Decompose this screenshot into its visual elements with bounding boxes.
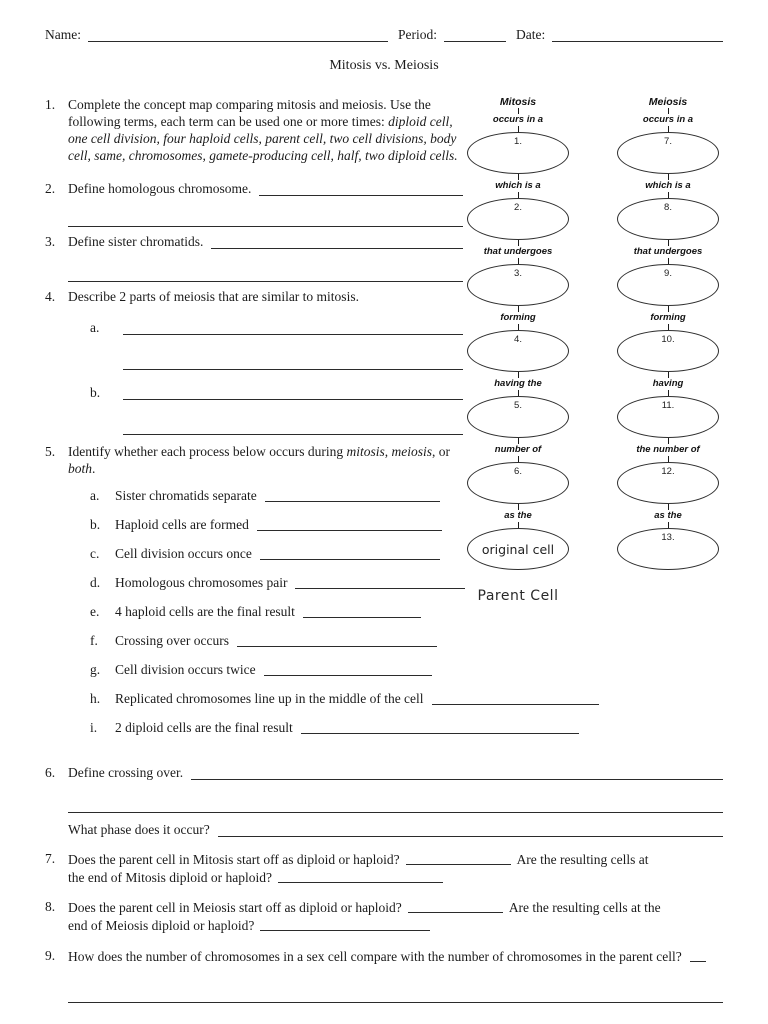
question-text-cont: Are the resulting cells at (516, 852, 649, 867)
connector-label: that undergoes (483, 246, 553, 257)
item-text: Cell division occurs twice (115, 662, 256, 677)
answer-blank-q5a[interactable] (265, 488, 440, 502)
question-number: 2. (45, 181, 56, 196)
concept-node-8[interactable]: 8. (617, 198, 719, 240)
header-row (45, 26, 723, 43)
question-text: Define sister chromatids. (68, 234, 204, 249)
q4-item-a (90, 319, 463, 336)
question-text-cont: the end of Mitosis diploid or haploid? (68, 870, 272, 885)
connector-label: having (652, 378, 684, 389)
item-letter: d. (90, 575, 101, 590)
question-text: Define homologous chromosome. (68, 181, 252, 196)
concept-node-original-cell[interactable]: original cell (467, 528, 569, 570)
q4-item-b-line2 (90, 419, 463, 435)
item-letter: i. (90, 720, 98, 735)
item-letter: e. (90, 604, 100, 619)
connector-label: as the (654, 510, 682, 521)
q5-item-h (90, 690, 723, 707)
concept-node-12[interactable]: 12. (617, 462, 719, 504)
item-letter: b. (90, 517, 101, 532)
question-text-cont: end of Meiosis diploid or haploid? (68, 918, 255, 933)
question-number: 4. (45, 289, 56, 304)
item-text: Crossing over occurs (115, 633, 229, 648)
answer-blank-q5b[interactable] (257, 517, 442, 531)
name-blank[interactable] (88, 27, 388, 42)
item-text: Sister chromatids separate (115, 488, 257, 503)
answer-blank-q6-2[interactable] (68, 797, 723, 813)
mitosis-column (466, 96, 570, 604)
answer-blank-q5e[interactable] (303, 604, 421, 618)
question-9 (45, 947, 723, 1003)
page-title: Mitosis vs. Meiosis (329, 58, 439, 73)
question-number: 9. (45, 948, 56, 963)
q6-followup-text: What phase does it occur? (68, 822, 210, 837)
q4-item-b (90, 384, 463, 401)
answer-blank-q4b-2[interactable] (123, 419, 463, 435)
connector-label: that undergoes (633, 246, 703, 257)
connector-label: having the (494, 378, 542, 389)
connector-label: which is a (495, 180, 541, 191)
connector-label: the number of (636, 444, 700, 455)
item-text: Homologous chromosomes pair (115, 575, 288, 590)
question-number: 6. (45, 765, 56, 780)
question-8 (45, 898, 723, 934)
period-blank[interactable] (444, 27, 506, 42)
connector-label: as the (504, 510, 532, 521)
map-title-meiosis: Meiosis (648, 96, 688, 108)
meiosis-column (616, 96, 720, 570)
parent-cell-caption: Parent Cell (477, 588, 559, 604)
date-label: Date: (516, 27, 546, 42)
q5-item-d (90, 574, 723, 591)
answer-blank-q4a-2[interactable] (123, 354, 463, 370)
answer-blank-q2-2[interactable] (68, 211, 463, 227)
answer-blank-q9-1[interactable] (690, 948, 706, 962)
question-7 (45, 850, 723, 886)
concept-node-3[interactable]: 3. (467, 264, 569, 306)
item-letter: g. (90, 662, 101, 677)
q5-item-f (90, 632, 723, 649)
item-letter: h. (90, 691, 101, 706)
answer-blank-q6-1[interactable] (191, 764, 723, 780)
answer-blank-q3-2[interactable] (68, 266, 463, 282)
answer-blank-q5c[interactable] (260, 546, 440, 560)
map-title-mitosis: Mitosis (499, 96, 537, 108)
item-letter: a. (90, 488, 100, 503)
question-6 (45, 764, 723, 838)
item-letter: c. (90, 546, 100, 561)
question-text: Describe 2 parts of meiosis that are similar to mitosis. (68, 289, 359, 304)
answer-blank-q3-1[interactable] (211, 233, 463, 249)
item-text: Replicated chromosomes line up in the middle of the cell (115, 691, 424, 706)
answer-blank-q4a-1[interactable] (123, 319, 463, 335)
concept-node-2[interactable]: 2. (467, 198, 569, 240)
question-number: 3. (45, 234, 56, 249)
question-text: How does the number of chromosomes in a sex cell compare with the number of chromosomes in the parent cell? (68, 949, 682, 964)
concept-node-5[interactable]: 5. (467, 396, 569, 438)
answer-blank-q9-2[interactable] (68, 987, 723, 1003)
connector-label: which is a (645, 180, 691, 191)
item-letter: f. (90, 633, 98, 648)
connector-label: forming (650, 312, 686, 323)
q5-item-g (90, 661, 723, 678)
item-text: Cell division occurs once (115, 546, 252, 561)
concept-node-9[interactable]: 9. (617, 264, 719, 306)
question-text: Does the parent cell in Mitosis start off as diploid or haploid? (68, 852, 400, 867)
connector-label: forming (500, 312, 536, 323)
answer-blank-q8-2[interactable] (260, 917, 430, 931)
item-letter: a. (90, 320, 100, 335)
item-letter: b. (90, 385, 101, 400)
answer-blank-q7-1[interactable] (406, 851, 511, 865)
question-text: Identify whether each process below occurs during mitosis, meiosis, or both. (68, 444, 451, 476)
concept-node-6[interactable]: 6. (467, 462, 569, 504)
answer-blank-q7-2[interactable] (278, 869, 443, 883)
item-text: 4 haploid cells are the final result (115, 604, 295, 619)
answer-blank-q5f[interactable] (237, 633, 437, 647)
connector-label: occurs in a (492, 114, 544, 125)
question-number: 1. (45, 97, 56, 112)
question-text-cont: Are the resulting cells at the (508, 900, 661, 915)
answer-blank-q5h[interactable] (432, 691, 599, 705)
answer-blank-q2-1[interactable] (259, 180, 463, 196)
question-number: 7. (45, 851, 56, 866)
question-text: Does the parent cell in Meiosis start off as diploid or haploid? (68, 900, 402, 915)
period-label: Period: (398, 27, 437, 42)
answer-blank-q8-1[interactable] (408, 899, 503, 913)
concept-node-1[interactable]: 1. (467, 132, 569, 174)
answer-blank-q5g[interactable] (264, 662, 432, 676)
name-label: Name: (45, 27, 81, 42)
q5-item-i (90, 719, 723, 736)
concept-node-7[interactable]: 7. (617, 132, 719, 174)
item-text: Haploid cells are formed (115, 517, 249, 532)
q1-lead: Complete the concept map comparing mitosis and meiosis. Use the following terms, each term can be used one or more times: (68, 97, 431, 129)
q4-item-a-line2 (90, 354, 463, 370)
q5-item-e (90, 603, 723, 620)
concept-node-11[interactable]: 11. (617, 396, 719, 438)
concept-node-4[interactable]: 4. (467, 330, 569, 372)
answer-blank-q5d[interactable] (295, 575, 465, 589)
q1-term-list: diploid cell, one cell division, four haploid cells, parent cell, two cell divisions, body cell, same, chromosomes, gamete-producing cell, half, two diploid cells. (68, 114, 458, 163)
question-text (68, 96, 463, 164)
connector-label: occurs in a (642, 114, 694, 125)
question-number: 5. (45, 444, 56, 459)
answer-blank-q4b-1[interactable] (123, 384, 463, 400)
date-blank[interactable] (552, 27, 723, 42)
question-number: 8. (45, 899, 56, 914)
question-text: Define crossing over. (68, 765, 184, 780)
answer-blank-q5i[interactable] (301, 720, 579, 734)
answer-blank-q6-3[interactable] (218, 821, 723, 837)
concept-node-13[interactable]: 13. (617, 528, 719, 570)
concept-node-10[interactable]: 10. (617, 330, 719, 372)
connector-label: number of (494, 444, 542, 455)
item-text: 2 diploid cells are the final result (115, 720, 293, 735)
